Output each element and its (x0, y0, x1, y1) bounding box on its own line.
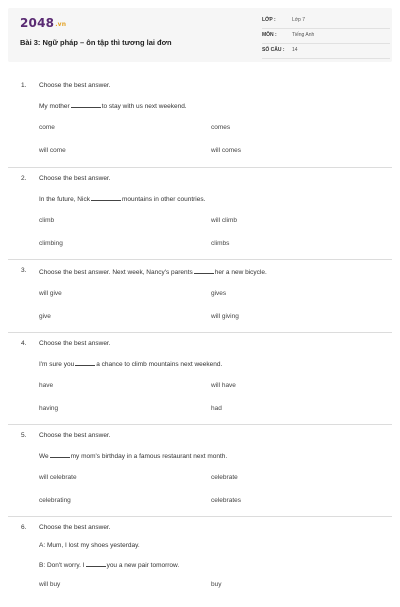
question-4 (8, 333, 392, 425)
answer-option[interactable]: buy (211, 581, 222, 588)
question-3 (8, 260, 392, 333)
question-number: 1. (21, 82, 27, 89)
answer-option[interactable]: will celebrate (39, 474, 77, 481)
question-prompt: Choose the best answer. (39, 340, 111, 347)
answer-option[interactable]: will buy (39, 581, 61, 588)
question-sentence: In the future, Nick mountains in other countries. (39, 196, 206, 203)
answer-option[interactable]: had (211, 405, 222, 412)
meta-subject-row (262, 31, 390, 44)
question-prompt: Choose the best answer. (39, 432, 111, 439)
question-number: 5. (21, 432, 27, 439)
answer-option[interactable]: have (39, 382, 54, 389)
question-prompt: Choose the best answer. (39, 175, 111, 182)
meta-label: SỐ CÂU : (262, 47, 285, 53)
answer-option[interactable]: climb (39, 217, 55, 224)
question-number: 6. (21, 524, 27, 531)
answer-option[interactable]: will climb (211, 217, 237, 224)
answer-option[interactable]: comes (211, 124, 231, 131)
answer-option[interactable]: will comes (211, 147, 241, 154)
answer-option[interactable]: will have (211, 382, 236, 389)
question-dialogue-line: A: Mum, I lost my shoes yesterday. (39, 542, 140, 549)
answer-blank (50, 451, 70, 458)
answer-option[interactable]: will come (39, 147, 66, 154)
answer-option[interactable]: come (39, 124, 55, 131)
question-sentence: Choose the best answer. Next week, Nancy's parents her a new bicycle. (39, 269, 267, 276)
question-list (8, 76, 392, 607)
question-number: 3. (21, 267, 27, 274)
answer-option[interactable]: climbs (211, 240, 230, 247)
question-sentence: We my mom's birthday in a famous restaurant next month. (39, 453, 228, 460)
answer-option[interactable]: will giving (211, 313, 239, 320)
answer-option[interactable]: celebrate (211, 474, 238, 481)
answer-option[interactable]: give (39, 313, 51, 320)
answer-option[interactable]: having (39, 405, 59, 412)
question-5 (8, 425, 392, 517)
answer-option[interactable]: celebrating (39, 497, 71, 504)
meta-value: 14 (292, 47, 298, 53)
answer-option[interactable]: celebrates (211, 497, 241, 504)
meta-class-row (262, 16, 390, 29)
question-prompt: Choose the best answer. (39, 82, 111, 89)
question-sentence: My mother to stay with us next weekend. (39, 103, 187, 110)
answer-blank (71, 101, 101, 108)
question-2 (8, 168, 392, 260)
lesson-title: Bài 3: Ngữ pháp – ôn tập thì tương lai đơn (20, 38, 172, 47)
answer-blank (86, 560, 106, 567)
site-logo[interactable]: 2048.vn (20, 16, 67, 30)
answer-blank (194, 267, 214, 274)
question-number: 4. (21, 340, 27, 347)
question-sentence: B: Don't worry. I you a new pair tomorrow. (39, 562, 180, 569)
worksheet-header (8, 8, 392, 62)
meta-value: Lớp 7 (292, 17, 306, 23)
answer-option[interactable]: climbing (39, 240, 63, 247)
answer-option[interactable]: gives (211, 290, 227, 297)
answer-blank (91, 194, 121, 201)
question-6 (8, 517, 392, 607)
meta-label: LỚP : (262, 17, 276, 23)
question-prompt: Choose the best answer. (39, 524, 111, 531)
meta-value: Tiếng Anh (292, 32, 315, 38)
answer-option[interactable]: will give (39, 290, 62, 297)
question-sentence: I'm sure you a chance to climb mountains next weekend. (39, 361, 223, 368)
question-1 (8, 76, 392, 168)
question-number: 2. (21, 175, 27, 182)
answer-blank (75, 359, 95, 366)
meta-label: MÔN : (262, 32, 277, 38)
meta-count-row (262, 46, 390, 59)
